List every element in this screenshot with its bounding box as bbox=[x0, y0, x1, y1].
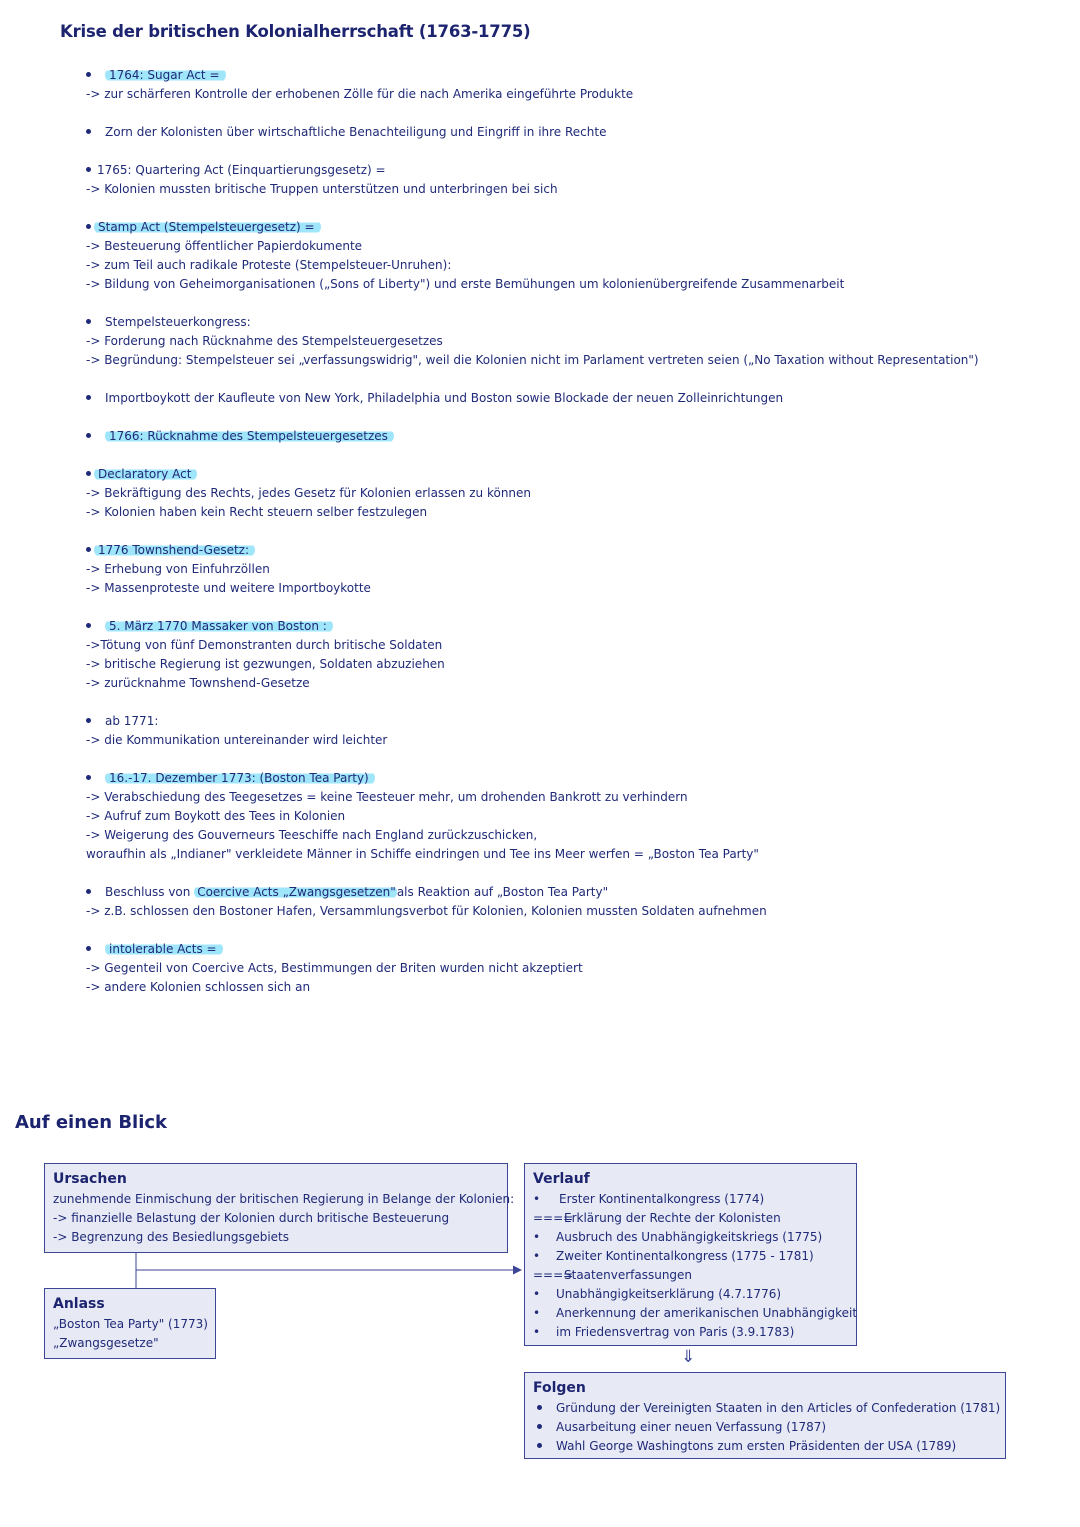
verlauf-item: ====Staatenverfassungen bbox=[533, 1266, 848, 1285]
note-line: -> z.B. schlossen den Bostoner Hafen, Versammlungsverbot für Kolonien, Kolonien mussten Soldaten aufnehmen bbox=[86, 904, 767, 918]
note-bullet: 1765: Quartering Act (Einquartierungsgesetz) = bbox=[86, 161, 386, 180]
verlauf-title: Verlauf bbox=[533, 1171, 590, 1187]
ursachen-line: zunehmende Einmischung der britischen Regierung in Belange der Kolonien: bbox=[53, 1192, 515, 1206]
bullet-marker: • bbox=[533, 1325, 541, 1339]
note-line: -> Verabschiedung des Teegesetzes = keine Teesteuer mehr, um drohenden Bankrott zu verhindern bbox=[86, 790, 688, 804]
verlauf-item: • Erster Kontinentalkongress (1774) bbox=[533, 1190, 848, 1209]
bullet-dot bbox=[537, 1405, 542, 1410]
note-bullet: intolerable Acts = bbox=[86, 940, 223, 959]
note-bullet: ab 1771: bbox=[86, 712, 158, 731]
bullet-dot bbox=[537, 1424, 542, 1429]
note-line: -> Weigerung des Gouverneurs Teeschiffe nach England zurückzuschicken, bbox=[86, 828, 538, 842]
ursachen-line: -> Begrenzung des Besiedlungsgebiets bbox=[53, 1230, 290, 1244]
ursachen-line: -> finanzielle Belastung der Kolonien durch britische Besteuerung bbox=[53, 1211, 450, 1225]
arrow-head-icon bbox=[513, 1266, 522, 1275]
verlauf-item: • Ausbruch des Unabhängigkeitskriegs (1775) bbox=[533, 1228, 848, 1247]
verlauf-item: • im Friedensvertrag von Paris (3.9.1783) bbox=[533, 1323, 848, 1342]
note-bullet: 16.-17. Dezember 1773: (Boston Tea Party) bbox=[86, 769, 375, 788]
note-line: -> Kolonien haben kein Recht steuern selber festzulegen bbox=[86, 505, 428, 519]
note-bullet: 1764: Sugar Act = bbox=[86, 66, 226, 85]
verlauf-box bbox=[524, 1163, 857, 1346]
note-bullet: Stamp Act (Stempelsteuergesetz) = bbox=[86, 218, 321, 237]
note-line: -> die Kommunikation untereinander wird leichter bbox=[86, 733, 388, 747]
bullet-dot bbox=[537, 1443, 542, 1448]
note-line: -> Massenproteste und weitere Importboykotte bbox=[86, 581, 371, 595]
folgen-item: Ausarbeitung einer neuen Verfassung (1787) bbox=[533, 1418, 997, 1437]
ursachen-box bbox=[44, 1163, 515, 1253]
anlass-title: Anlass bbox=[53, 1296, 105, 1312]
note-line: -> britische Regierung ist gezwungen, Soldaten abzuziehen bbox=[86, 657, 445, 671]
note-line: -> zurücknahme Townshend-Gesetze bbox=[86, 676, 310, 690]
sub-marker: ==== bbox=[533, 1211, 574, 1225]
note-bullet: Stempelsteuerkongress: bbox=[86, 313, 251, 332]
note-line: ->Tötung von fünf Demonstranten durch britische Soldaten bbox=[86, 638, 443, 652]
bullet-marker: • bbox=[533, 1306, 541, 1320]
anlass-box bbox=[44, 1288, 216, 1359]
page-title: Krise der britischen Kolonialherrschaft (1763-1775) bbox=[60, 22, 531, 41]
verlauf-item: • Unabhängigkeitserklärung (4.7.1776) bbox=[533, 1285, 848, 1304]
note-line: -> zum Teil auch radikale Proteste (Stempelsteuer-Unruhen): bbox=[86, 258, 452, 272]
note-line: -> Bildung von Geheimorganisationen („Sons of Liberty") und erste Bemühungen um kolonienübergreifende Zusammenarbeit bbox=[86, 277, 845, 291]
note-line: -> Begründung: Stempelsteuer sei „verfassungswidrig", weil die Kolonien nicht im Parlament vertreten seien („No Taxation without Representation") bbox=[86, 353, 979, 367]
note-bullet: 5. März 1770 Massaker von Boston : bbox=[86, 617, 333, 636]
note-bullet: 1776 Townshend-Gesetz: bbox=[86, 541, 255, 560]
anlass-line: „Boston Tea Party" (1773) bbox=[53, 1317, 208, 1331]
note-line: -> Aufruf zum Boykott des Tees in Kolonien bbox=[86, 809, 346, 823]
bullet-marker: • bbox=[533, 1249, 541, 1263]
down-arrow-icon: ⇓ bbox=[681, 1347, 696, 1367]
folgen-item: Wahl George Washingtons zum ersten Präsidenten der USA (1789) bbox=[533, 1437, 997, 1456]
folgen-item: Gründung der Vereinigten Staaten in den Articles of Confederation (1781) bbox=[533, 1399, 997, 1418]
note-bullet: Importboykott der Kaufleute von New York, Philadelphia und Boston sowie Blockade der neuen Zolleinrichtungen bbox=[86, 389, 783, 408]
anlass-line: „Zwangsgesetze" bbox=[53, 1336, 159, 1350]
sub-marker: ==== bbox=[533, 1268, 574, 1282]
note-bullet: Zorn der Kolonisten über wirtschaftliche Benachteiligung und Eingriff in ihre Rechte bbox=[86, 123, 606, 142]
folgen-box bbox=[524, 1372, 1006, 1459]
note-line: -> Besteuerung öffentlicher Papierdokumente bbox=[86, 239, 363, 253]
note-bullet: 1766: Rücknahme des Stempelsteuergesetzes bbox=[86, 427, 394, 446]
verlauf-item: • Zweiter Kontinentalkongress (1775 - 1781) bbox=[533, 1247, 848, 1266]
overview-title: Auf einen Blick bbox=[15, 1112, 168, 1133]
note-line: -> zur schärferen Kontrolle der erhobenen Zölle für die nach Amerika eingeführte Produkte bbox=[86, 87, 634, 101]
verlauf-item: ====Erklärung der Rechte der Kolonisten bbox=[533, 1209, 848, 1228]
note-bullet: Beschluss von Coercive Acts „Zwangsgesetzen"als Reaktion auf „Boston Tea Party" bbox=[86, 883, 608, 902]
note-bullet: Declaratory Act bbox=[86, 465, 197, 484]
note-line: -> Kolonien mussten britische Truppen unterstützen und unterbringen bei sich bbox=[86, 182, 558, 196]
bullet-marker: • bbox=[533, 1287, 541, 1301]
folgen-title: Folgen bbox=[533, 1380, 586, 1396]
note-line: -> Bekräftigung des Rechts, jedes Gesetz für Kolonien erlassen zu können bbox=[86, 486, 532, 500]
note-line: -> Forderung nach Rücknahme des Stempelsteuergesetzes bbox=[86, 334, 443, 348]
note-line: woraufhin als „Indianer" verkleidete Männer in Schiffe eindringen und Tee ins Meer werfen = „Boston Tea Party" bbox=[86, 847, 759, 861]
bullet-marker: • bbox=[533, 1230, 541, 1244]
note-line: -> Gegenteil von Coercive Acts, Bestimmungen der Briten wurden nicht akzeptiert bbox=[86, 961, 583, 975]
bullet-marker: • bbox=[533, 1192, 541, 1206]
ursachen-title: Ursachen bbox=[53, 1171, 127, 1187]
note-line: -> andere Kolonien schlossen sich an bbox=[86, 980, 311, 994]
note-line: -> Erhebung von Einfuhrzöllen bbox=[86, 562, 270, 576]
verlauf-item: • Anerkennung der amerikanischen Unabhängigkeit bbox=[533, 1304, 848, 1323]
